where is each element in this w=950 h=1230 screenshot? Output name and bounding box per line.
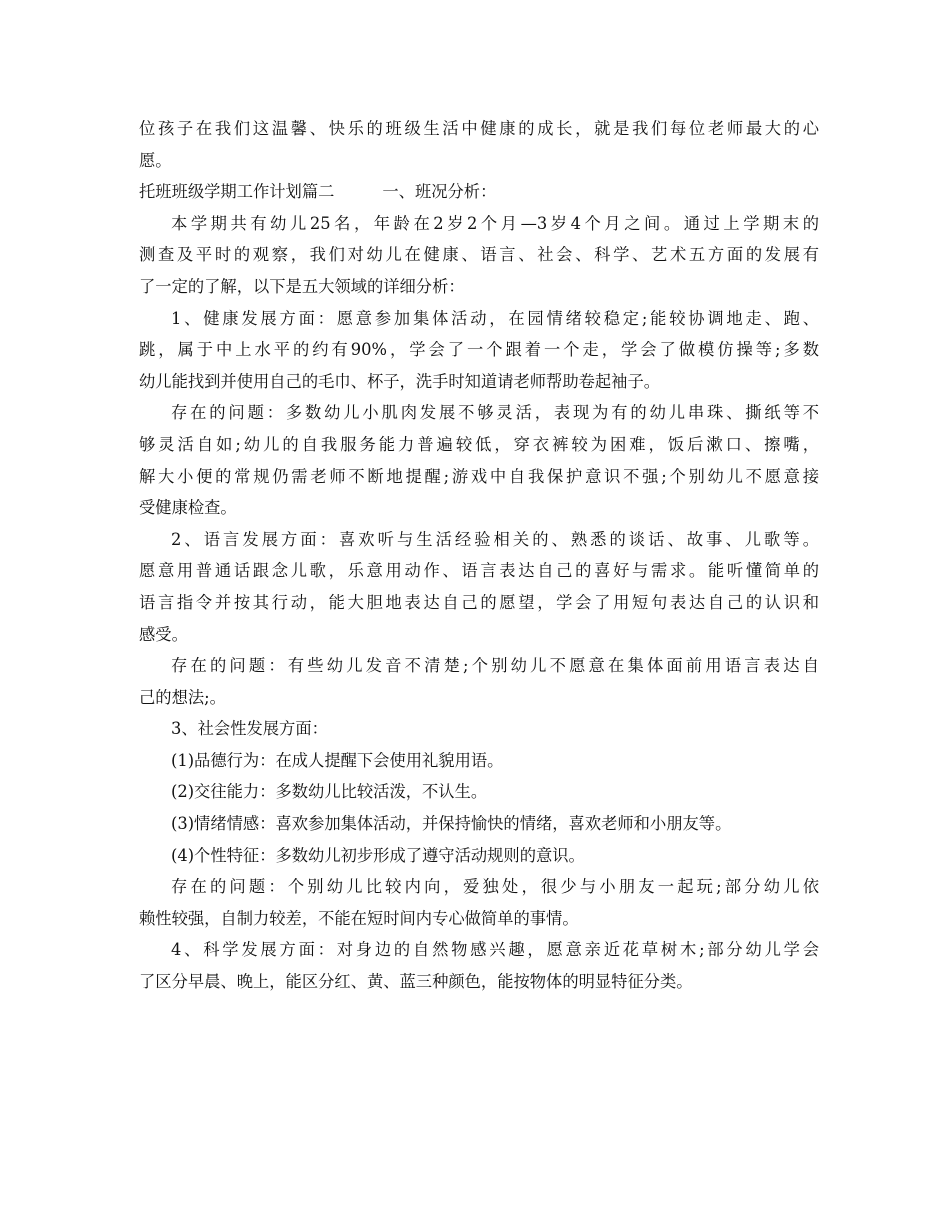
text-line-6: 1、健康发展方面：愿意参加集体活动，在园情绪较稳定;能较协调地走、跑、 xyxy=(171,308,819,328)
text-line-17: 存在的问题：有些幼儿发音不清楚;个别幼儿不愿意在集体面前用语言表达自 xyxy=(171,656,819,676)
text-line-19: 3、社会性发展方面： xyxy=(171,719,328,739)
text-line-8: 幼儿能找到并使用自己的毛巾、杯子，洗手时知道请老师帮助卷起袖子。 xyxy=(139,371,661,391)
text-line-25: 赖性较强，自制力较差，不能在短时间内专心做简单的事情。 xyxy=(139,908,579,928)
heading-subtitle: 一、班况分析： xyxy=(382,182,497,202)
text-line-18: 己的想法;。 xyxy=(139,687,226,707)
text-line-23: (4)个性特征：多数幼儿初步形成了遵守活动规则的意识。 xyxy=(171,845,585,865)
text-line-7: 跳，属于中上水平的约有90%，学会了一个跟着一个走，学会了做模仿操等;多数 xyxy=(139,340,819,360)
text-line-21: (2)交往能力：多数幼儿比较活泼，不认生。 xyxy=(171,782,488,802)
text-line-4: 测查及平时的观察，我们对幼儿在健康、语言、社会、科学、艺术五方面的发展有 xyxy=(139,245,819,265)
text-line-11: 解大小便的常规仍需老师不断地提醒;游戏中自我保护意识不强;个别幼儿不愿意接 xyxy=(139,466,819,486)
text-line-10: 够灵活自如;幼儿的自我服务能力普遍较低，穿衣裤较为困难，饭后漱口、擦嘴， xyxy=(139,434,819,454)
text-line-24: 存在的问题：个别幼儿比较内向，爱独处，很少与小朋友一起玩;部分幼儿依 xyxy=(171,877,819,897)
section-heading xyxy=(139,176,819,208)
text-line-26: 4、科学发展方面：对身边的自然物感兴趣，愿意亲近花草树木;部分幼儿学会 xyxy=(171,940,819,960)
text-line-27: 了区分早晨、晚上，能区分红、黄、蓝三种颜色，能按物体的明显特征分类。 xyxy=(139,972,693,992)
text-line-16: 感受。 xyxy=(139,624,188,644)
text-line-22: (3)情绪情感：喜欢参加集体活动，并保持愉快的情绪，喜欢老师和小朋友等。 xyxy=(171,814,732,834)
text-line-14: 愿意用普通话跟念儿歌，乐意用动作、语言表达自己的喜好与需求。能听懂简单的 xyxy=(139,561,819,581)
text-line-2: 愿。 xyxy=(139,150,172,170)
heading-title: 托班班级学期工作计划篇二 xyxy=(139,182,335,202)
text-line-15: 语言指令并按其行动，能大胆地表达自己的愿望，学会了用短句表达自己的认识和 xyxy=(139,592,819,612)
text-line-1: 位孩子在我们这温馨、快乐的班级生活中健康的成长，就是我们每位老师最大的心 xyxy=(139,119,819,138)
text-line-13: 2、语言发展方面：喜欢听与生活经验相关的、熟悉的谈话、故事、儿歌等。 xyxy=(171,529,819,549)
text-line-20: (1)品德行为：在成人提醒下会使用礼貌用语。 xyxy=(171,750,504,770)
text-line-9: 存在的问题：多数幼儿小肌肉发展不够灵活，表现为有的幼儿串珠、撕纸等不 xyxy=(171,403,819,423)
document-body xyxy=(139,113,819,998)
text-line-3: 本学期共有幼儿25名，年龄在2岁2个月—3岁4个月之间。通过上学期末的 xyxy=(171,213,819,233)
text-line-5: 了一定的了解，以下是五大领域的详细分析： xyxy=(139,276,465,296)
text-line-12: 受健康检查。 xyxy=(139,498,237,518)
